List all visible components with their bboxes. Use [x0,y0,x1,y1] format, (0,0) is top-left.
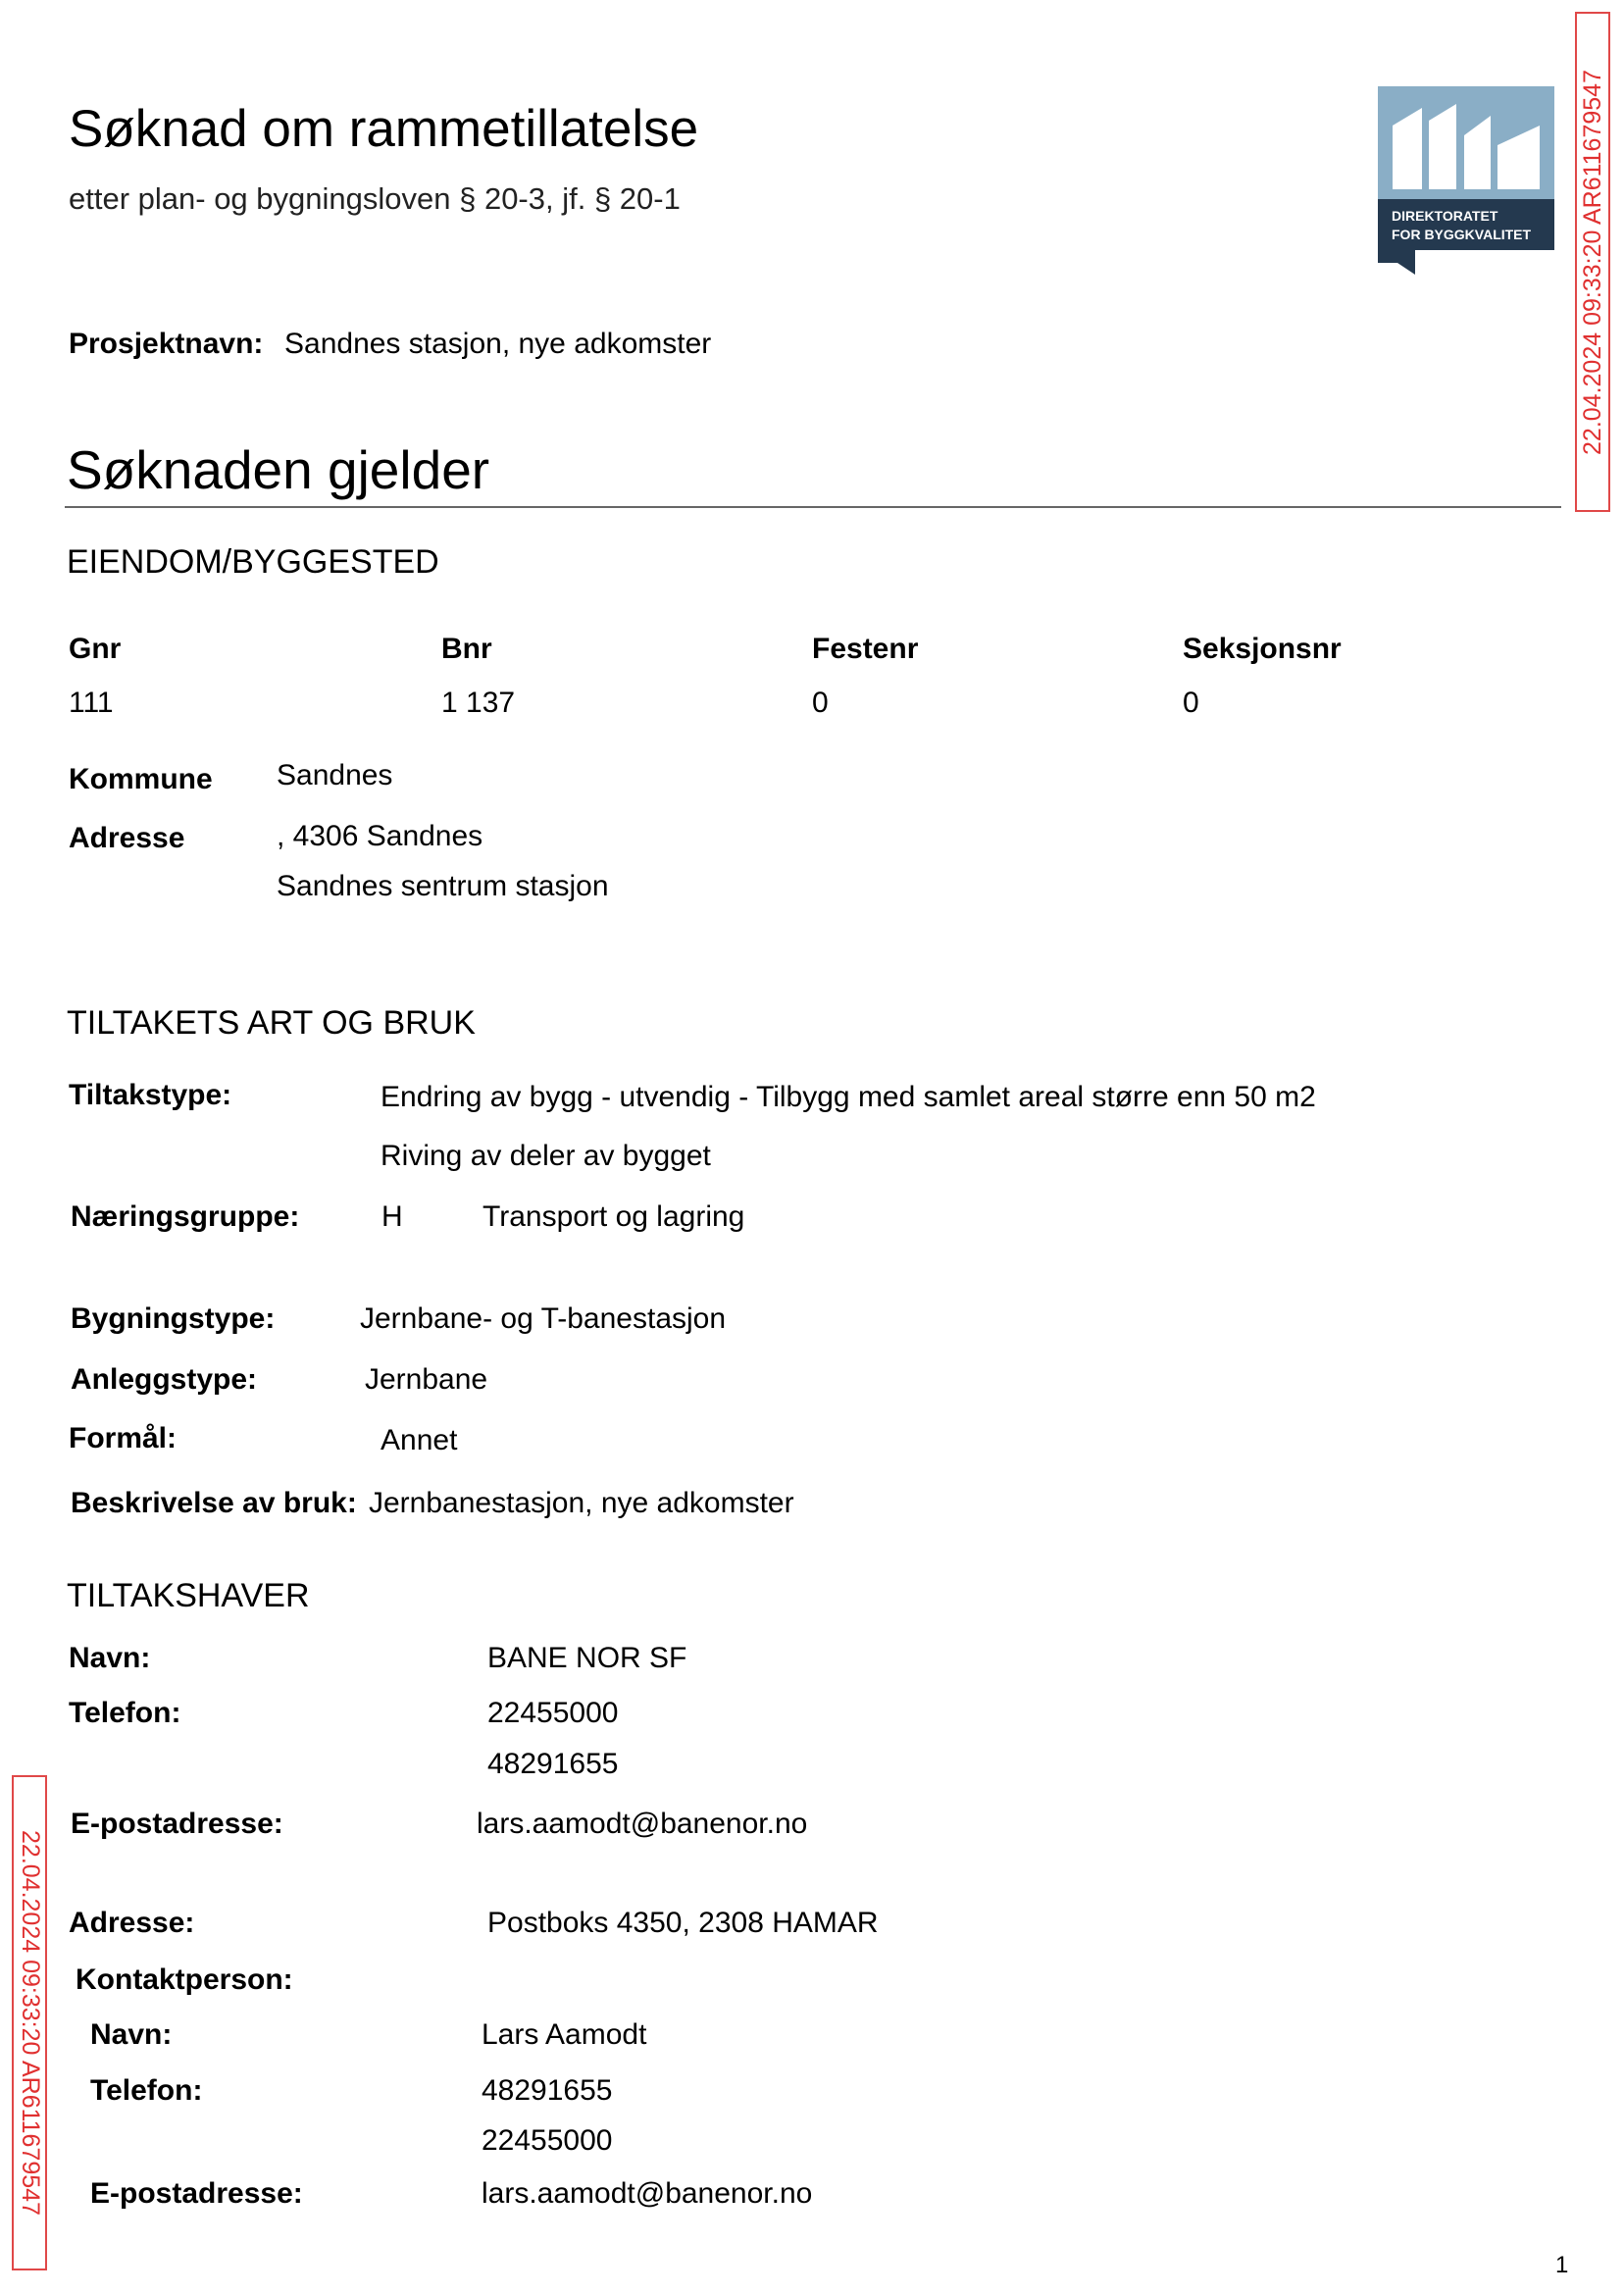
tiltakstype-value-2: Riving av deler av bygget [381,1140,711,1172]
tiltakshaver-telefon-2: 48291655 [487,1748,619,1780]
tiltakshaver-telefon-1: 22455000 [487,1697,619,1729]
section-title: Søknaden gjelder [67,439,490,500]
formal-label: Formål: [69,1422,178,1454]
kontaktperson-label: Kontaktperson: [76,1963,293,1996]
document-title: Søknad om rammetillatelse [69,100,699,158]
adresse-line1: , 4306 Sandnes [277,820,483,852]
receipt-stamp-top [1575,12,1610,512]
kontakt-epost-label: E-postadresse: [90,2177,303,2210]
bnr-header: Bnr [441,633,492,665]
dibk-logo-graphic [1378,86,1554,275]
tiltakshaver-navn-value: BANE NOR SF [487,1642,687,1674]
section-divider [65,506,1561,508]
svg-text:DIREKTORATET: DIREKTORATET [1392,208,1498,224]
kommune-value: Sandnes [277,759,393,791]
bygningstype-value: Jernbane- og T-banestasjon [360,1302,727,1335]
festenr-header: Festenr [812,633,919,665]
gnr-header: Gnr [69,633,122,665]
kontakt-telefon-1: 48291655 [482,2074,613,2107]
receipt-stamp-left [12,1775,47,2270]
adresse-label: Adresse [69,822,185,854]
stamp-text: 22.04.2024 09:33:20 AR611679547 [16,1830,44,2216]
naeringsgruppe-label: Næringsgruppe: [71,1200,300,1233]
page-number: 1 [1555,2252,1569,2278]
formal-value: Annet [381,1424,458,1456]
adresse-line2: Sandnes sentrum stasjon [277,870,609,902]
anleggstype-label: Anleggstype: [71,1363,258,1396]
svg-text:FOR BYGGKVALITET: FOR BYGGKVALITET [1392,227,1532,242]
tiltakshaver-epost-value: lars.aamodt@banenor.no [477,1808,808,1840]
project-name-label: Prosjektnavn: [69,328,264,360]
tiltakstype-label: Tiltakstype: [69,1079,232,1111]
beskrivelse-label: Beskrivelse av bruk: [71,1487,357,1519]
naeringsgruppe-code: H [381,1200,403,1233]
kontakt-navn-label: Navn: [90,2018,173,2051]
kontakt-navn-value: Lars Aamodt [482,2018,647,2051]
property-heading: EIENDOM/BYGGESTED [67,543,439,581]
naeringsgruppe-value: Transport og lagring [482,1200,745,1233]
tiltakshaver-heading: TILTAKSHAVER [67,1577,310,1614]
seksjonsnr-header: Seksjonsnr [1183,633,1342,665]
anleggstype-value: Jernbane [365,1363,488,1396]
document-subtitle: etter plan- og bygningsloven § 20-3, jf. § 20-1 [69,181,681,216]
beskrivelse-value: Jernbanestasjon, nye adkomster [369,1487,794,1519]
kontakt-telefon-2: 22455000 [482,2124,613,2157]
tiltakshaver-epost-label: E-postadresse: [71,1808,283,1840]
gnr-value: 111 [69,687,114,719]
kommune-label: Kommune [69,763,213,795]
kontakt-telefon-label: Telefon: [90,2074,203,2107]
bnr-value: 1 137 [441,687,516,719]
project-name-value: Sandnes stasjon, nye adkomster [284,328,712,360]
tiltak-heading: TILTAKETS ART OG BRUK [67,1004,476,1042]
seksjonsnr-value: 0 [1183,687,1199,719]
tiltakstype-value-1: Endring av bygg - utvendig - Tilbygg med samlet areal større enn 50 m2 [381,1081,1316,1113]
tiltakshaver-telefon-label: Telefon: [69,1697,181,1729]
festenr-value: 0 [812,687,829,719]
kontakt-epost-value: lars.aamodt@banenor.no [482,2177,813,2210]
stamp-text: 22.04.2024 09:33:20 AR611679547 [1578,69,1606,455]
tiltakshaver-adresse-value: Postboks 4350, 2308 HAMAR [487,1907,879,1939]
dibk-logo [1378,86,1554,275]
tiltakshaver-navn-label: Navn: [69,1642,151,1674]
tiltakshaver-adresse-label: Adresse: [69,1907,195,1939]
bygningstype-label: Bygningstype: [71,1302,276,1335]
